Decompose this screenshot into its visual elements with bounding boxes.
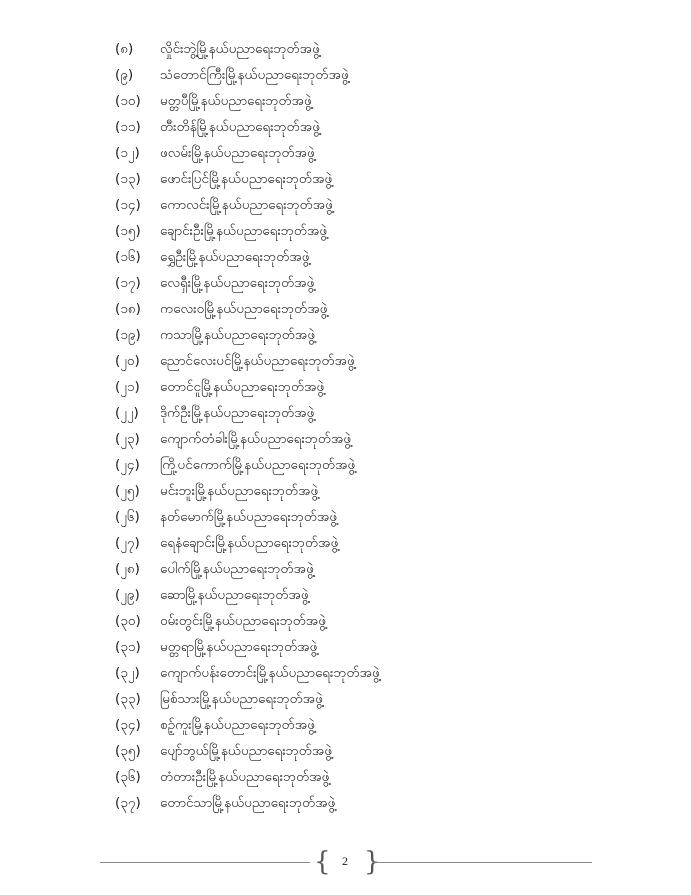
list-item [110,712,630,738]
list-item-text: လှိုင်းဘွဲ့မြို့နယ်ပညာရေးဘုတ်အဖွဲ့ [160,41,320,57]
list-item-number: (၃၃) [115,691,141,707]
list-item-text: စဉ့်ကူးမြို့နယ်ပညာရေးဘုတ်အဖွဲ့ [160,717,315,733]
list-item-text: ဆောမြို့နယ်ပညာရေးဘုတ်အဖွဲ့ [160,587,309,603]
list-item [110,62,630,88]
list-item [110,660,630,686]
list-item-number: (၁၈) [115,301,141,317]
list-item-text: ကသာမြို့နယ်ပညာရေးဘုတ်အဖွဲ့ [160,327,316,343]
footer-rule-right [372,862,592,863]
footer-rule-left [100,862,310,863]
list-item-text: ကြို့ပင်ကောက်မြို့နယ်ပညာရေးဘုတ်အဖွဲ့ [160,457,356,473]
list-item [110,530,630,556]
list-item [110,452,630,478]
list-item-text: မင်းဘူးမြို့နယ်ပညာရေးဘုတ်အဖွဲ့ [160,483,319,499]
list-item-number: (၂၃) [115,431,140,447]
page-footer [0,845,691,885]
list-item [110,400,630,426]
list-item-number: (၁၃) [115,171,141,187]
list-item-number: (၃၁) [115,639,141,655]
list-item-text: ကျောက်တံခါးမြို့နယ်ပညာရေးဘုတ်အဖွဲ့ [160,431,352,447]
list-item [110,478,630,504]
list-item-number: (၂၇) [115,535,140,551]
list-item-number: (၁၇) [115,275,141,291]
list-item [110,140,630,166]
list-item [110,36,630,62]
list-item-number: (၁၄) [115,197,141,213]
list-item-number: (၁၉) [115,327,141,343]
list-item-text: ဒိုက်ဦးမြို့နယ်ပညာရေးဘုတ်အဖွဲ့ [160,405,315,421]
list-item [110,218,630,244]
list-item [110,166,630,192]
list-item-text: မြစ်သားမြို့နယ်ပညာရေးဘုတ်အဖွဲ့ [160,691,323,707]
list-item [110,790,630,816]
list-item-text: ရွှေဦးမြို့နယ်ပညာရေးဘုတ်အဖွဲ့ [160,249,310,265]
list-item-number: (၁၀) [115,93,141,109]
list-item-text: ကလေးဝမြို့နယ်ပညာရေးဘုတ်အဖွဲ့ [160,301,328,317]
list-item-text: နတ်မောက်မြို့နယ်ပညာရေးဘုတ်အဖွဲ့ [160,509,338,525]
list-item [110,296,630,322]
list-item-number: (၂၅) [115,483,140,499]
list-item-text: ကျောက်ပန်းတောင်းမြို့နယ်ပညာရေးဘုတ်အဖွဲ့ [160,665,380,681]
list-item-number: (၃၂) [115,665,140,681]
list-item-number: (၁၂) [115,145,140,161]
list-item [110,634,630,660]
list-item-number: (၂၀) [115,353,140,369]
list-item [110,738,630,764]
list-item [110,504,630,530]
list-item [110,192,630,218]
list-item [110,114,630,140]
list-item-number: (၁၆) [115,249,141,265]
list-item-number: (၃၅) [115,743,141,759]
list-item-text: တောင်သာမြို့နယ်ပညာရေးဘုတ်အဖွဲ့ [160,795,336,811]
list-item-text: ပေါက်မြို့နယ်ပညာရေးဘုတ်အဖွဲ့ [160,561,314,577]
list-item-number: (၈) [115,41,134,57]
list-item [110,244,630,270]
list-item-number: (၃၇) [115,795,141,811]
list-item-number: (၂၄) [115,457,140,473]
list-item [110,88,630,114]
list-item-text: ဝမ်းတွင်းမြို့နယ်ပညာရေးဘုတ်အဖွဲ့ [160,613,326,629]
list-item-text: ကောလင်းမြို့နယ်ပညာရေးဘုတ်အဖွဲ့ [160,197,333,213]
list-item [110,686,630,712]
list-item-number: (၂၉) [115,587,140,603]
right-brace-ornament: } [364,847,381,877]
list-item [110,270,630,296]
list-item [110,426,630,452]
list-item-number: (၃၄) [115,717,141,733]
list-item-number: (၃၆) [115,769,141,785]
list-item-text: လေရှီးမြို့နယ်ပညာရေးဘုတ်အဖွဲ့ [160,275,315,291]
list-item-number: (၂၁) [115,379,140,395]
list-item [110,348,630,374]
list-item-text: မတ္တပီမြို့နယ်ပညာရေးဘုတ်အဖွဲ့ [160,93,312,109]
list-item-text: ဖောင်းပြင်မြို့နယ်ပညာရေးဘုတ်အဖွဲ့ [160,171,333,187]
list-item-number: (၂၂) [115,405,139,421]
list-item-number: (၁၁) [115,119,141,135]
list-item-text: မတ္တရာမြို့နယ်ပညာရေးဘုတ်အဖွဲ့ [160,639,318,655]
list-item-text: ရေနံချောင်းမြို့နယ်ပညာရေးဘုတ်အဖွဲ့ [160,535,339,551]
list-item-number: (၁၅) [115,223,141,239]
list-item-text: ဖလမ်းမြို့နယ်ပညာရေးဘုတ်အဖွဲ့ [160,145,315,161]
left-brace-ornament: { [314,847,331,877]
list-item-number: (၃၀) [115,613,141,629]
list-item [110,322,630,348]
list-item [110,608,630,634]
list-item-text: တံတားဦးမြို့နယ်ပညာရေးဘုတ်အဖွဲ့ [160,769,330,785]
list-item-text: ညောင်လေးပင်မြို့နယ်ပညာရေးဘုတ်အဖွဲ့ [160,353,355,369]
list-item-number: (၂၈) [115,561,140,577]
list-item [110,374,630,400]
list-item-text: ချောင်းဦးမြို့နယ်ပညာရေးဘုတ်အဖွဲ့ [160,223,328,239]
list-item-text: တောင်ငူမြို့နယ်ပညာရေးဘုတ်အဖွဲ့ [160,379,325,395]
committee-list [110,36,630,816]
list-item-text: ပျော်ဘွယ်မြို့နယ်ပညာရေးဘုတ်အဖွဲ့ [160,743,333,759]
list-item [110,556,630,582]
list-item [110,764,630,790]
page-number: 2 [342,854,348,868]
list-item-text: သံတောင်ကြီးမြို့နယ်ပညာရေးဘုတ်အဖွဲ့ [160,67,349,83]
list-item-number: (၉) [115,67,134,83]
list-item [110,582,630,608]
list-item-text: တီးတိန်မြို့နယ်ပညာရေးဘုတ်အဖွဲ့ [160,119,320,135]
list-item-number: (၂၆) [115,509,140,525]
